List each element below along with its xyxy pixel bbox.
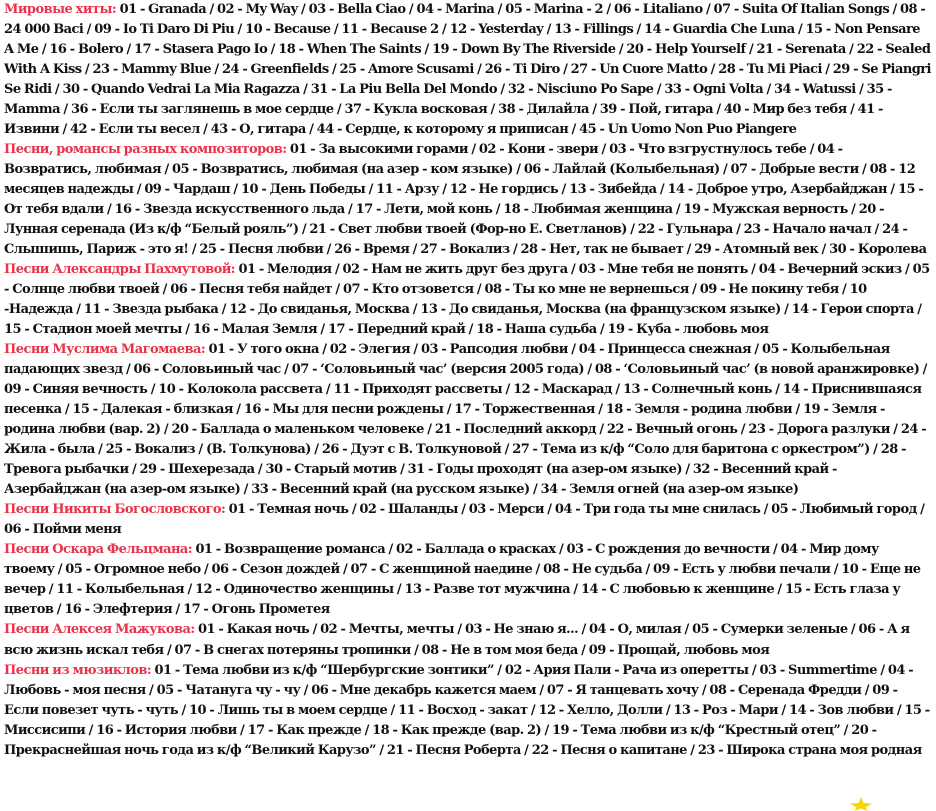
section-items: 01 - Тема любви из к/ф “Шербургские зонтики” / 02 - Ария Пали - Рача из оперетты / 03 - Summertime / 04 - Любовь - моя песня / 05 - Чатануга чу - чу / 06 - Мне декабрь кажется маем / 07 - Я танцевать хочу / 08 - Серенада Фредди / 09 - Если повезет чуть - чуть / 10 - Лишь ты в моем сердце / 11 - Восход - закат / 12 - Хелло, Долли / 13 - Роз - Мари / 14 - Зов любви / 15 - Миссисипи / 16 - История любви / 17 - Как прежде / 18 - Как прежде (вар. 2) / 19 - Тема любви из к/ф “Крестный отец” / 20 - Прекраснейшая ночь года из к/ф “Великий Карузо” / 21 - Песня Роберта / 22 - Песня о капитане / 23 - Широка страна моя родная (4, 662, 930, 758)
section-items: 01 - Какая ночь / 02 - Мечты, мечты / 03 - Не знаю я... / 04 - О, милая / 05 - Сумерки зеленые / 06 - А я всю жизнь искал тебя / 07 - В снегах потеряны тропинки / 08 - Не в том моя беда / 09 - Прощай, любовь моя (4, 622, 910, 658)
section-musicals (4, 661, 932, 761)
section-magomaev (4, 340, 932, 500)
section-feltsman (4, 540, 932, 620)
section-mazhukov (4, 620, 932, 660)
star-shape (850, 797, 872, 811)
section-heading: Мировые хиты: (4, 2, 117, 17)
section-heading: Песни Алексея Мажукова: (4, 622, 195, 638)
section-heading: Песни, романсы разных композиторов: (4, 142, 287, 158)
section-heading: Песни из мюзиклов: (4, 662, 152, 678)
section-world-hits (4, 0, 932, 140)
section-heading: Песни Александры Пахмутовой: (4, 262, 236, 278)
section-items: 01 - У того окна / 02 - Элегия / 03 - Рапсодия любви / 04 - Принцесса снежная / 05 - Колыбельная падающих звезд / 06 - Соловьиный час / 07 - ‘Соловьиный час’ (версия 2005 года) / 08 - ‘Соловьиный час’ (в новой аранжировке) / 09 - Синяя вечность / 10 - Колокола рассвета / 11 - Приходят рассветы / 12 - Маскарад / 13 - Солнечный конь / 14 - Приснившаяся песенка / 15 - Далекая - близкая / 16 - Мы для песни рождены / 17 - Торжественная / 18 - Земля - родина любви / 19 - Земля - родина любви (вар. 2) / 20 - Баллада о маленьком человеке / 21 - Последний аккорд / 22 - Вечный огонь / 23 - Дорога разлуки / 24 - Жила - была / 25 - Вокализ / (В. Толкунова) / 26 - Дуэт с В. Толкуновой / 27 - Тема из к/ф “Соло для баритона с оркестром”) / 28 - Тревога рыбачки / 29 - Шехерезада / 30 - Старый мотив / 31 - Годы проходят (на азер-ом языке) / 32 - Весенний край - Азербайджан (на азер-ом языке) / 33 - Весенний край (на русском языке) / 34 - Земля огней (на азер-ом языке) (4, 342, 927, 498)
section-heading: Песни Муслима Магомаева: (4, 342, 206, 358)
section-pakhmutova (4, 260, 932, 340)
section-items: 01 - Granada / 02 - My Way / 03 - Bella Ciao / 04 - Marina / 05 - Marina - 2 / 06 - Litaliano / 07 - Suita Of Italian Songs / 08 - 24 000 Baci / 09 - Io Ti Daro Di Piu / 10 - Because / 11 - Because 2 / 12 - Yesterday / 13 - Fillings / 14 - Guardia Che Luna / 15 - Non Pensare A Me / 16 - Bolero / 17 - Stasera Pago Io / 18 - When The Saints / 19 - Down By The Riverside / 20 - Help Yourself / 21 - Serenata / 22 - Sealed With A Kiss / 23 - Mammy Blue / 24 - Greenfields / 25 - Amore Scusami / 26 - Ti Diro / 27 - Un Cuore Matto / 28 - Tu Mi Piaci / 29 - Se Piangri Se Ridi / 30 - Quando Vedrai La Mia Ragazza / 31 - La Piu Bella Del Mondo / 32 - Nisciuno Po Sape / 33 - Ogni Volta / 34 - Watussi / 35 - Mamma / 36 - Если ты заглянешь в мое сердце / 37 - Кукла восковая / 38 - Дилайла / 39 - Пой, гитара / 40 - Мир без тебя / 41 - Извини / 42 - Если ты весел / 43 - О, гитара / 44 - Сердце, к которому я приписан / 45 - Un Uomo Non Puo Piangere (4, 2, 931, 138)
track-list-document (4, 0, 932, 761)
section-items: 01 - Возвращение романса / 02 - Баллада о красках / 03 - С рождения до вечности / 04 - Мир дому твоему / 05 - Огромное небо / 06 - Сезон дождей / 07 - С женщиной наедине / 08 - Не судьба / 09 - Есть у любви печали / 10 - Еще не вечер / 11 - Колыбельная / 12 - Одиночество женщины / 13 - Разве тот мужчина / 14 - С любовью к женщине / 15 - Есть глаза у цветов / 16 - Элефтерия / 17 - Огонь Прометея (4, 542, 921, 618)
section-bogoslovsky (4, 500, 932, 540)
section-heading: Песни Оскара Фельцмана: (4, 542, 193, 558)
section-items: 01 - Темная ночь / 02 - Шаланды / 03 - Мерси / 04 - Три года ты мне снилась / 05 - Любимый город / 06 - Пойми меня (4, 502, 925, 538)
section-items: 01 - Мелодия / 02 - Нам не жить друг без друга / 03 - Мне тебя не понять / 04 - Вечерний эскиз / 05 - Солнце любви твоей / 06 - Песня тебя найдет / 07 - Кто отзовется / 08 - Ты ко мне не вернешься / 09 - Не покину тебя / 10 -Надежда / 11 - Звезда рыбака / 12 - До свиданья, Москва / 13 - До свиданья, Москва (на французском языке) / 14 - Герои спорта / 15 - Стадион моей мечты / 16 - Малая Земля / 17 - Передний край / 18 - Наша судьба / 19 - Куба - любовь моя (4, 262, 930, 338)
star-decoration-icon (850, 797, 872, 811)
section-romances (4, 140, 932, 260)
section-heading: Песни Никиты Богословского: (4, 502, 226, 518)
section-items: 01 - За высокими горами / 02 - Кони - звери / 03 - Что взгрустнулось тебе / 04 - Возвратись, любимая / 05 - Возвратись, любимая (на азер - ком языке) / 06 - Лайлай (Колыбельная) / 07 - Добрые вести / 08 - 12 месяцев надежды / 09 - Чардаш / 10 - День Победы / 11 - Арзу / 12 - Не гордись / 13 - Зибейда / 14 - Доброе утро, Азербайджан / 15 - От тебя вдали / 16 - Звезда искусственного льда / 17 - Лети, мой конь / 18 - Любимая женщина / 19 - Мужская верность / 20 - Лунная серенада (Из к/ф “Белый рояль”) / 21 - Свет любви твоей (Фор-но Е. Светланов) / 22 - Гульнара / 23 - Начало начал / 24 - Слышишь, Париж - это я! / 25 - Песня любви / 26 - Время / 27 - Вокализ / 28 - Нет, так не бывает / 29 - Атомный век / 30 - Королева (4, 142, 927, 258)
